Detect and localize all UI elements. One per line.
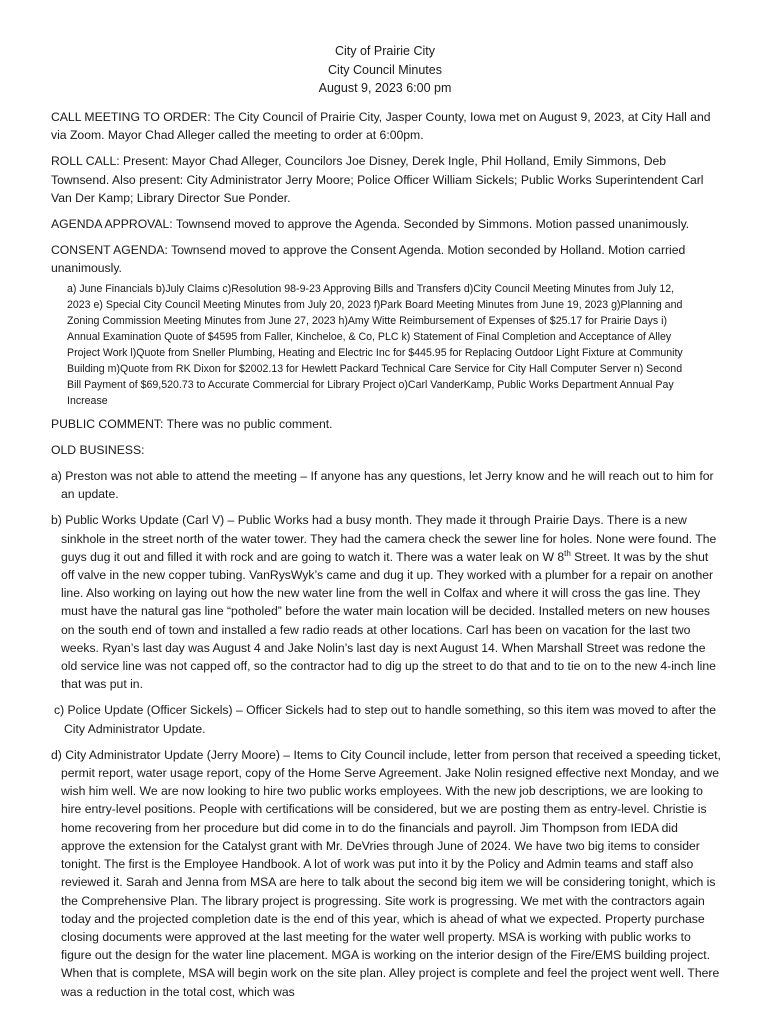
item-b-text-2: Street. It was by the shut off valve in the new copper tubing. VanRysWyk’s came and dug it up. They worked with a plumber for a repair on another line. Also working on laying out how the new water line from the well in Colfax and where it will cross the gas line. They must have the natural gas line “potholed” before the water main location will be decided. Installed meters on new houses on the south end of town and installed a few radio reads at other locations. Carl has been on vacation for the last two weeks. Ryan’s last day was August 4 and Jake Nolin’s last day is next August 14. When Marshall Street was redone the old service line was not capped off, so the contractor had to dig up the street to do that and to tie on to the new 4-inch line that was put in. <box>61 549 716 692</box>
document-header <box>0 42 770 98</box>
consent-agenda-items: a) June Financials b)July Claims c)Resolution 98-9-23 Approving Bills and Transfers d)City Council Meeting Minutes from July 12, 2023 e) Special City Council Meeting Minutes from July 20, 2023 f)Park Board Meeting Minutes from June 19, 2023 g)Planning and Zoning Commission Meeting Minutes from June 27, 2023 h)Amy Witte Reimbursement of Expenses of $25.17 for Prairie Days i) Annual Examination Quote of $4595 from Faller, Kincheloe, & Co, PLC k) Statement of Final Completion and Acceptance of Alley Project Work l)Quote from Sneller Plumbing, Heating and Electric Inc for $445.95 for Replacing Outdoor Light Fixture at Community Building m)Quote from RK Dixon for $2002.13 for Hewlett Packard Technical Care Service for City Hall Computer Server n) Second Bill Payment of $69,520.73 to Accurate Commercial for Library Project o)Carl VanderKamp, Public Works Department Annual Pay Increase <box>67 282 683 407</box>
item-b-text-1: b) Public Works Update (Carl V) – Public Works had a busy month. They made it through Prairie Days. There is a new sinkhole in the street north of the water tower. They had the camera check the sewer line for holes. None were found. The guys dug it out and filled it with rock and are going to watch it. There was a water leak on W 8 <box>51 513 717 564</box>
old-business-item-a: a) Preston was not able to attend the meeting – If anyone has any questions, let Jerry know and he will reach out to him for an update. <box>51 469 714 502</box>
consent-agenda-paragraph: CONSENT AGENDA: Townsend moved to approve the Consent Agenda. Motion seconded by Holland. Motion carried unanimously. <box>51 243 686 276</box>
roll-call-paragraph: ROLL CALL: Present: Mayor Chad Alleger, Councilors Joe Disney, Derek Ingle, Phil Holland, Emily Simmons, Deb Townsend. Also present: City Administrator Jerry Moore; Police Officer William Sickels; Public Works Superintendent Carl Van Der Kamp; Library Director Sue Ponder. <box>51 154 704 205</box>
city-name: City of Prairie City <box>334 44 436 58</box>
agenda-approval-paragraph: AGENDA APPROVAL: Townsend moved to approve the Agenda. Seconded by Simmons. Motion passed unanimously. <box>51 217 690 232</box>
old-business-heading: OLD BUSINESS: <box>51 442 145 457</box>
old-business-item-d: d) City Administrator Update (Jerry Moore) – Items to City Council include, letter from person that received a speeding ticket, permit report, water usage report, copy of the Home Serve Agreement. Jake Nolin resigned effective next Monday, and we wish him well. We are now looking to hire two public works employees. With the new job descriptions, we are looking to hire entry-level positions. People with certifications will be considered, but we are posting them as entry-level. Christie is home recovering from her procedure but did come in to do the financials and payroll. Jim Thompson from IEDA did approve the extension for the Catalyst grant with Mr. DeVries through June of 2024. We have two big items to consider tonight. The first is the Employee Handbook. A lot of work was put into it by the Policy and Admin teams and staff also reviewed it. Sarah and Jenna from MSA are here to talk about the second big item we will be considering tonight, which is the Comprehensive Plan. The library project is progressing. Site work is progressing. We met with the contractors again today and the projected completion date is the end of this year, which is ahead of what we expected. Property purchase closing documents were approved at the last meeting for the water well property. MSA is working with public works to figure out the design for the water line placement. MGA is working on the interior design of the Fire/EMS building project. When that is complete, MSA will begin work on the site plan. Alley project is complete and feel the project went well. There was a reduction in the total cost, which was <box>51 747 721 999</box>
public-comment-paragraph: PUBLIC COMMENT: There was no public comment. <box>51 416 333 431</box>
old-business-item-b <box>51 511 723 693</box>
item-b-superscript: th <box>564 548 571 558</box>
document-title: City Council Minutes <box>328 62 442 77</box>
call-to-order-paragraph: CALL MEETING TO ORDER: The City Council of Prairie City, Jasper County, Iowa met on August 9, 2023, at City Hall and via Zoom. Mayor Chad Alleger called the meeting to order at 6:00pm. <box>51 110 711 143</box>
old-business-item-c: c) Police Update (Officer Sickels) – Officer Sickels had to step out to handle something, so this item was moved to after the City Administrator Update. <box>54 703 717 736</box>
meeting-date: August 9, 2023 6:00 pm <box>318 81 452 95</box>
document-body <box>51 108 723 1009</box>
